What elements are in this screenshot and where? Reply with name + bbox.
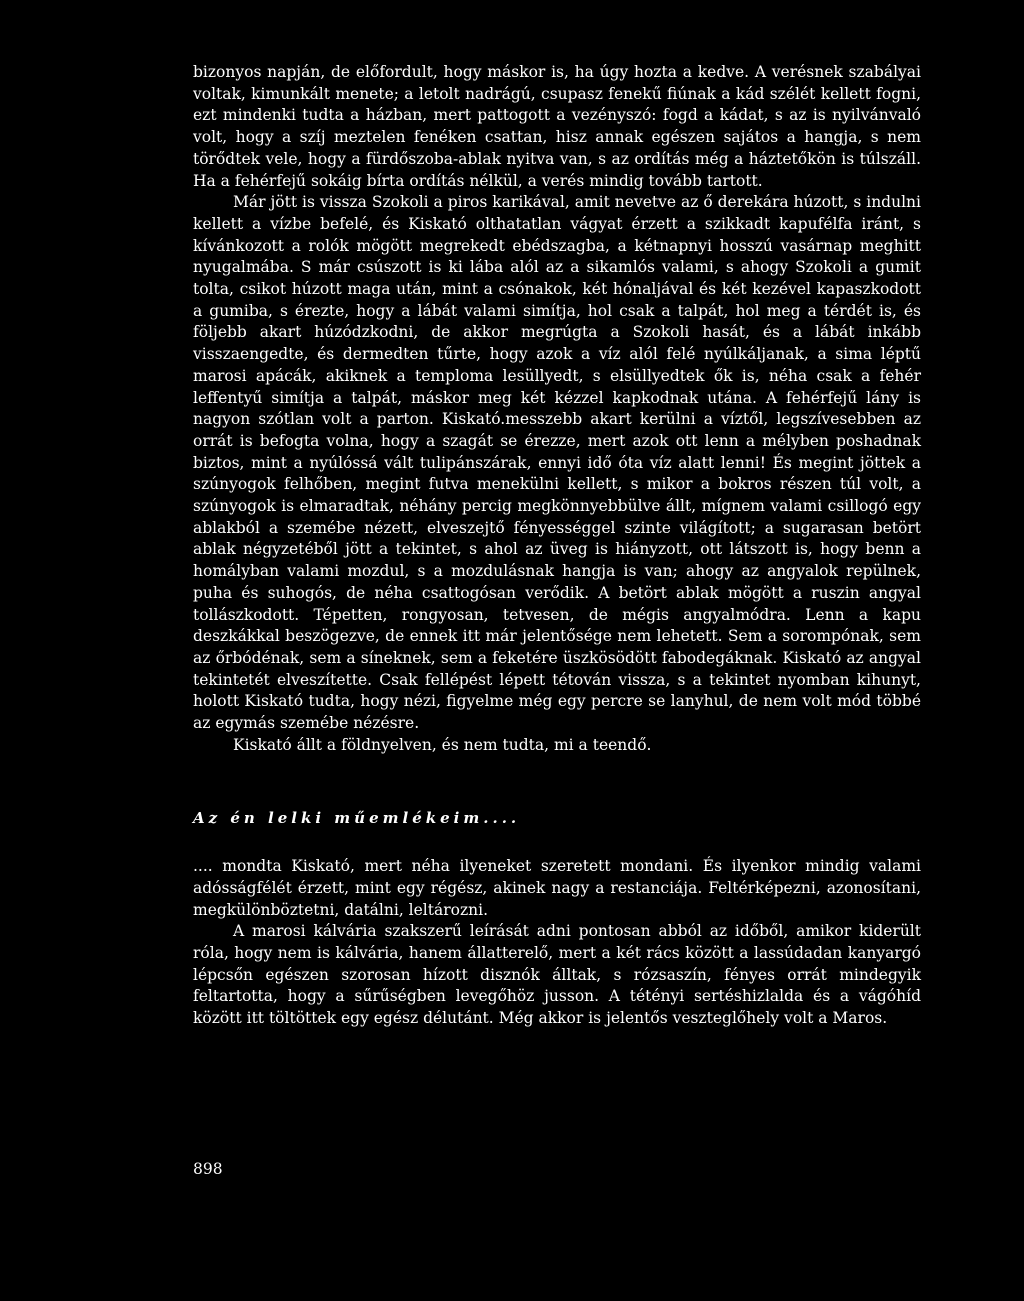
paragraph-4: .... mondta Kiskató, mert néha ilyeneket szeretett mondani. És ilyenkor mindig valami adósságfélét érzett, mint egy régész, akinek nagy a restanciája. Feltérképezni, azonosítani, megkülönböztetni, datálni, leltározni.: [193, 857, 921, 919]
section-heading: Az én lelki műemlékeim....: [193, 808, 521, 827]
page-body: [193, 62, 921, 1030]
section-2: [193, 856, 921, 1030]
paragraph-1: bizonyos napján, de előfordult, hogy máskor is, ha úgy hozta a kedve. A verésnek szabályai voltak, kimunkált menete; a letolt nadrágú, csupasz fenekű fiúnak a kád szélét kellett fogni, ezt mindenki tudta a házban, mert pattogott a vezényszó: fogd a kádat, s az is nyilvánvaló volt, hogy a szíj meztelen fenéken csattan, hisz annak egészen sajátos a hangja, s nem törődtek vele, hogy a fürdőszoba-ablak nyitva van, s az ordítás még a háztetőkön is túlszáll. Ha a fehérfejű sokáig bírta ordítás nélkül, a verés mindig tovább tartott.: [193, 63, 921, 190]
paragraph-5: A marosi kálvária szakszerű leírását adni pontosan abból az időből, amikor kiderült róla, hogy nem is kálvária, hanem állatterelő, mert a két rács között a lassúdadan kanyargó lépcsőn egészen szorosan hízott disznók álltak, s rózsaszín, fényes orrát mindegyik feltartotta, hogy a sűrűségben levegőhöz jusson. A tétényi sertéshizlalda és a vágóhíd között itt töltöttek egy egész délutánt. Még akkor is jelentős veszteglőhely volt a Maros.: [193, 922, 921, 1028]
paragraph-3: Kiskató állt a földnyelven, és nem tudta, mi a teendő.: [233, 735, 652, 754]
page-number: 898: [193, 1160, 223, 1178]
paragraph-2: Már jött is vissza Szokoli a piros karikával, amit nevetve az ő derekára húzott, s indulni kellett a vízbe befelé, és Kiskató olthatatlan vágyat érzett a szikkadt kapufélfa iránt, s kívánkozott a rolók mögött megrekedt ebédszagba, a kétnapnyi hosszú vasárnap meghitt nyugalmába. S már csúszott is ki lába alól az a sikamlós valami, s ahogy Szokoli a gumit tolta, csikot húzott maga után, mint a csónakok, két hónaljával és két kezével kapaszkodott a gumiba, s érezte, hogy a lábát valami simítja, hol csak a talpát, hol meg a térdét is, és följebb akart húzódzkodni, de akkor megrúgta a Szokoli hasát, és a lábát inkább visszaengedte, és dermedten tűrte, hogy azok a víz alól felé nyúlkáljanak, a sima léptű marosi apácák, akiknek a temploma lesüllyedt, s elsüllyedtek ők is, néha csak a fehér leffentyű simítja a talpát, máskor meg két kézzel kapkodnak utána. A fehérfejű lány is nagyon szótlan volt a parton. Kiskató.messzebb akart kerülni a víztől, legszívesebben az orrát is befogta volna, hogy a szagát se érezze, mert azok ott lenn a mélyben poshadnak biztos, mint a nyúlóssá vált tulipánszárak, ennyi idő óta víz alatt lenni! És megint jöttek a szúnyogok felhőben, megint futva menekülni kellett, s mikor a bokros részen túl volt, a szúnyogok is elmaradtak, néhány percig megkönnyebbülve állt, mígnem valami csillogó egy ablakból a szemébe nézett, elveszejtő fényességgel szinte világított; a sugarasan betört ablak négyzetéből jött a tekintet, s ahol az üveg is hiányzott, ott látszott is, hogy benn a homályban valami mozdul, s a mozdulásnak hangja is van; ahogy az angyalok repülnek, puha és suhogós, de néha csattogósan verődik. A betört ablak mögött a ruszin angyal tollászkodott. Tépetten, rongyosan, tetvesen, de mégis angyalmódra. Lenn a kapu deszkákkal beszögezve, de ennek itt már jelentősége nem lehetett. Sem a sorompónak, sem az őrbódénak, sem a síneknek, sem a feketére üszkösödött fabodegáknak. Kiskató az angyal tekintetét elveszítette. Csak fellépést lépett tétován vissza, s a tekintet nyomban kihunyt, holott Kiskató tudta, hogy nézi, figyelme még egy percre se lanyhul, de nem volt mód többé az egymás szemébe nézésre.: [193, 193, 921, 733]
